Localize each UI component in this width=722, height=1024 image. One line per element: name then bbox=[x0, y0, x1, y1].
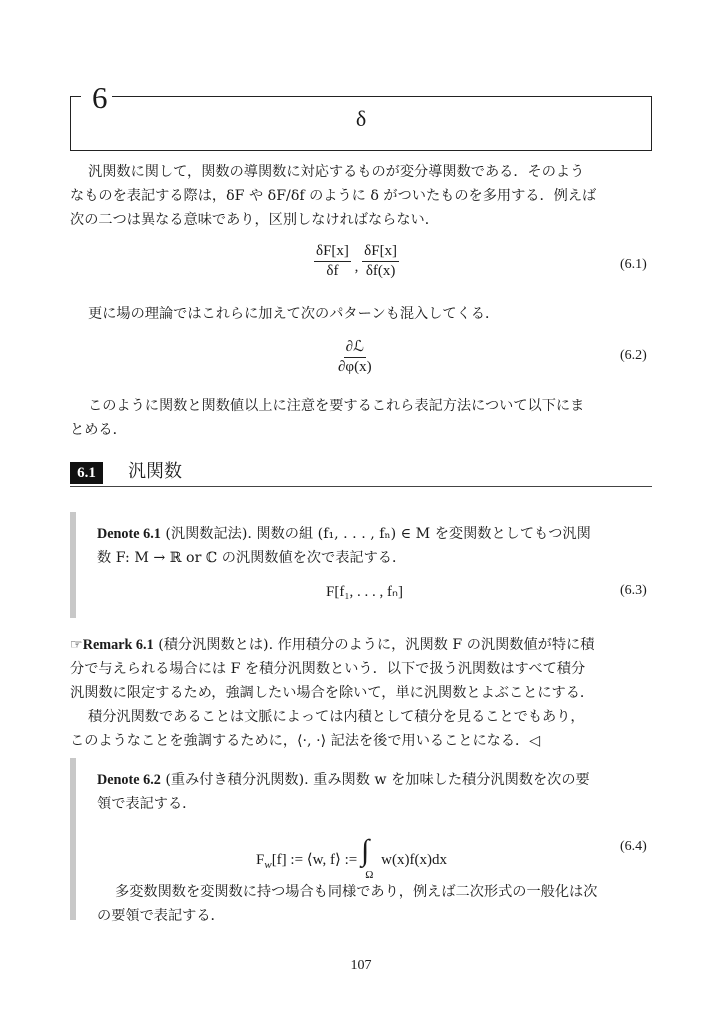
equation-number-6-4: (6.4) bbox=[620, 839, 647, 854]
denote-2-line-1 bbox=[97, 768, 590, 792]
denote-1-label: Denote 6.1 bbox=[97, 526, 161, 542]
fraction-1 bbox=[314, 243, 351, 280]
equation-6-3: F[f₁, . . . , fₙ] bbox=[326, 584, 404, 600]
section-rule bbox=[70, 486, 652, 487]
denote-1-text: 関数の組 (f₁, . . . , fₙ) ∈ M を変関数としてもつ汎関 bbox=[256, 526, 591, 542]
remark-1-title: (積分汎関数とは). bbox=[158, 637, 274, 653]
remark-1-label: Remark 6.1 bbox=[82, 637, 154, 653]
intro-line-2: なものを表記する際は，δF や δF/δf のように δ がついたものを多用する．例えば bbox=[70, 188, 597, 204]
remark-1-text: 作用積分のように，汎関数 F の汎関数値が特に積 bbox=[277, 637, 595, 653]
equation-6-4 bbox=[256, 832, 447, 881]
paragraph-3-line-2: とめる． bbox=[70, 422, 127, 438]
fraction-2 bbox=[362, 243, 399, 280]
denote-2-para-line-2: の要領で表記する． bbox=[97, 908, 225, 924]
integral-domain: Ω bbox=[365, 869, 374, 881]
page-number: 107 bbox=[350, 958, 372, 973]
chapter-number: 6 bbox=[88, 80, 112, 116]
denote-2-line-2: 領で表記する． bbox=[97, 796, 197, 812]
denote-2-para-line-1: 多変数関数を変関数に持つ場合も同様であり，例えば二次形式の一般化は次 bbox=[115, 884, 598, 900]
equation-separator: , bbox=[354, 258, 359, 275]
denote-1-line-2: 数 F: M → ℝ or ℂ の汎関数値を次で表記する． bbox=[97, 550, 407, 566]
denote-1-line-1 bbox=[97, 522, 591, 546]
intro-line-3: 次の二つは異なる意味であり，区別しなければならない． bbox=[70, 212, 439, 228]
denote-1-sidebar bbox=[70, 512, 76, 618]
denote-2-title: (重み付き積分汎関数). bbox=[165, 772, 309, 788]
fraction-2-denominator: δf(x) bbox=[365, 263, 396, 279]
section-title: 汎関数 bbox=[128, 461, 182, 482]
eq-6-4-rhs: w(x)f(x)dx bbox=[381, 852, 447, 868]
fraction-lagrangian bbox=[336, 337, 374, 376]
paragraph-3-line-1: このように関数と関数値以上に注意を要するこれら表記方法について以下にま bbox=[88, 398, 585, 414]
denote-1-title: (汎関数記法). bbox=[165, 526, 252, 542]
remark-1-line-5: このようなことを強調するために，⟨·, ·⟩ 記法を後で用いることになる．◁ bbox=[70, 733, 541, 749]
eq-6-4-mid: [f] := ⟨w, f⟩ := bbox=[271, 852, 358, 868]
fraction-2-numerator: δF[x] bbox=[362, 243, 399, 262]
denote-2-text: 重み関数 w を加味した積分汎関数を次の要 bbox=[313, 772, 590, 788]
eq-6-4-sub: w bbox=[264, 859, 272, 871]
integral-sign: ∫ bbox=[360, 834, 370, 867]
intro-line-1: 汎関数に関して，関数の導関数に対応するものが変分導関数である．そのよう bbox=[88, 164, 585, 180]
equation-number-6-3: (6.3) bbox=[620, 583, 647, 598]
section-number: 6.1 bbox=[70, 462, 103, 484]
equation-number-6-2: (6.2) bbox=[620, 348, 647, 363]
equation-number-6-1: (6.1) bbox=[620, 257, 647, 272]
eq-6-4-lhs: F bbox=[256, 852, 265, 868]
fraction-1-denominator: δf bbox=[326, 263, 339, 279]
equation-6-2 bbox=[336, 337, 374, 376]
chapter-title: δ bbox=[355, 106, 367, 131]
denote-2-sidebar bbox=[70, 758, 76, 920]
remark-1-line-3: 汎関数に限定するため，強調したい場合を除いて，単に汎関数とよぶことにする． bbox=[70, 685, 595, 701]
denote-2-label: Denote 6.2 bbox=[97, 772, 161, 788]
pointing-hand-icon: ☞ bbox=[70, 637, 83, 653]
remark-1-line-2: 分で与えられる場合には F を積分汎関数という．以下で扱う汎関数はすべて積分 bbox=[70, 661, 586, 677]
fraction-1-numerator: δF[x] bbox=[314, 243, 351, 262]
paragraph-2: 更に場の理論ではこれらに加えて次のパターンも混入してくる． bbox=[88, 306, 500, 322]
remark-1-line-4: 積分汎関数であることは文脈によっては内積として積分を見ることでもあり， bbox=[88, 709, 585, 725]
fraction-lagrangian-denominator: ∂φ(x) bbox=[338, 359, 372, 375]
remark-1-line-1 bbox=[70, 633, 594, 657]
equation-6-1 bbox=[314, 243, 399, 280]
fraction-lagrangian-numerator: ∂ℒ bbox=[344, 337, 366, 358]
